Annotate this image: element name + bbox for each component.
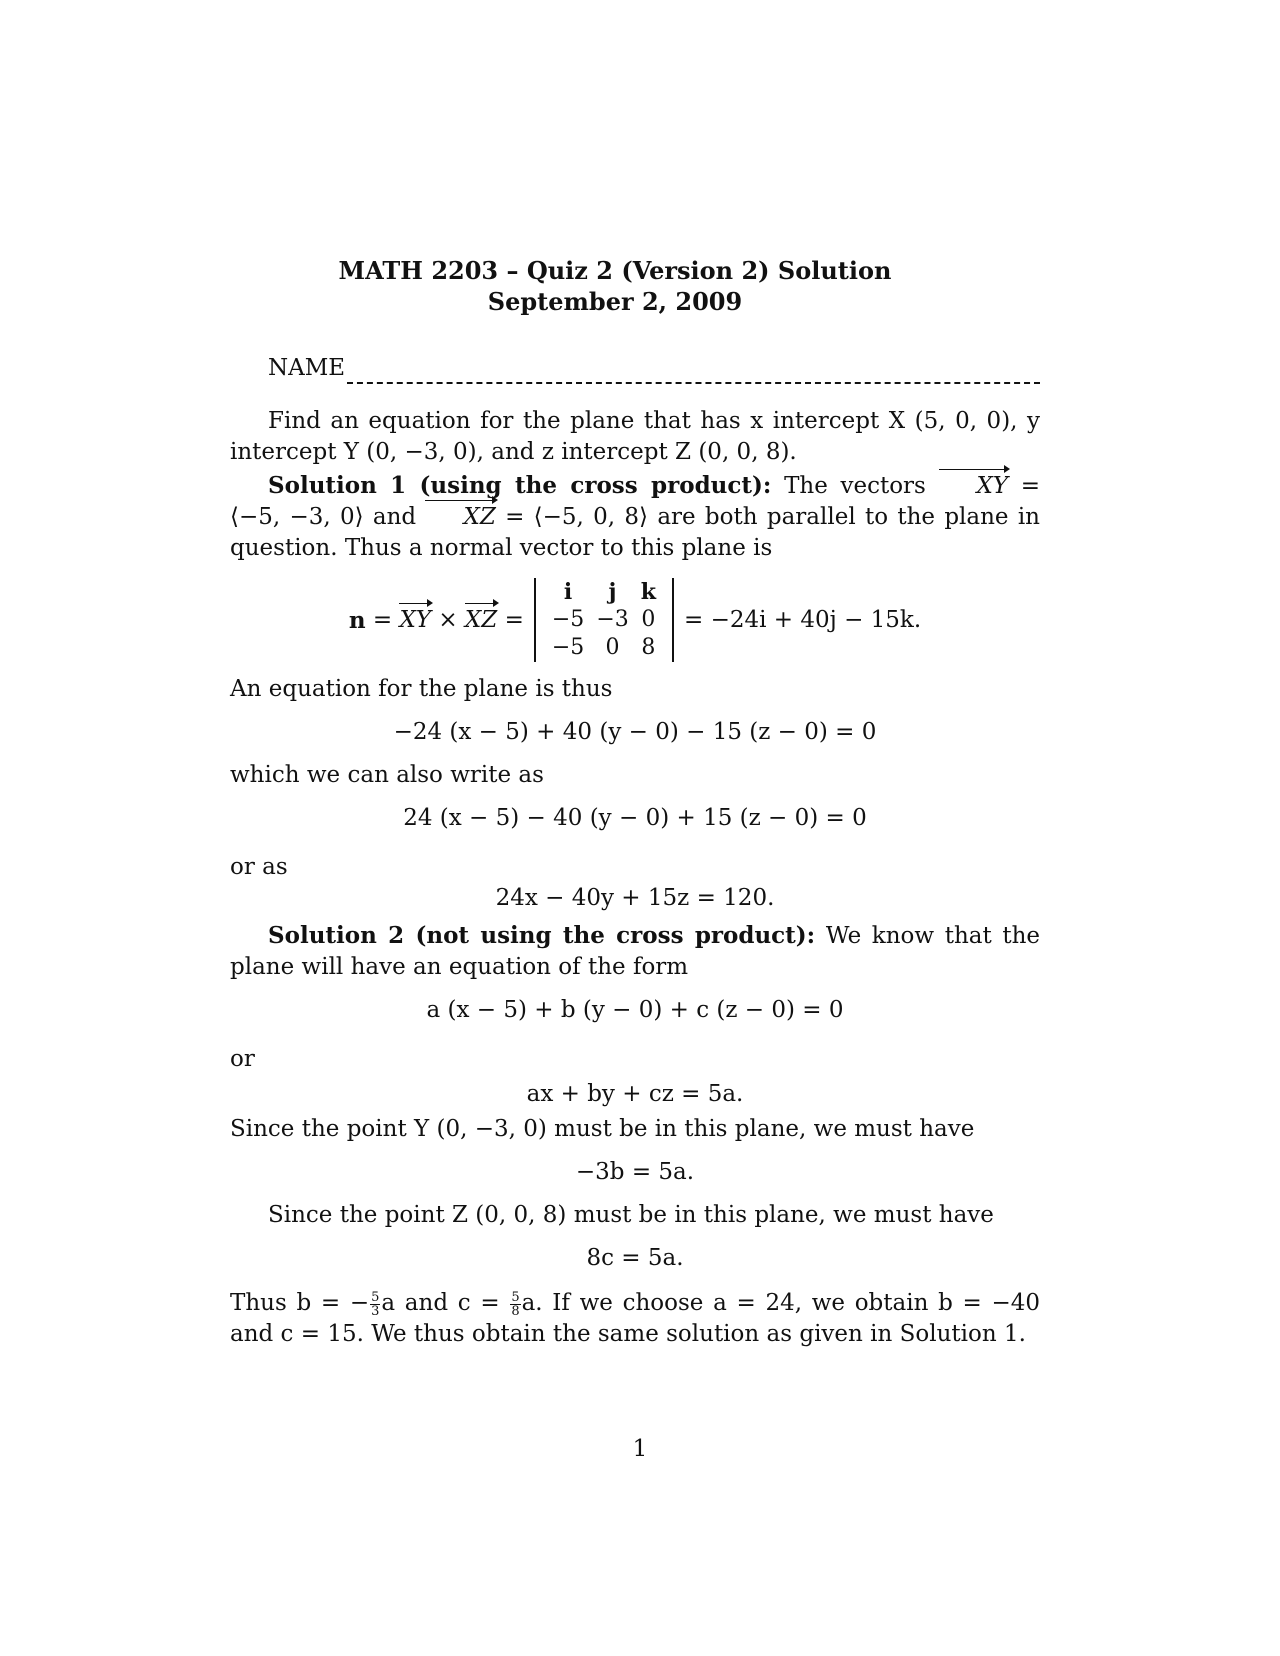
solution1-after-3: or as	[230, 854, 288, 880]
solution2-after-3: Since the point Z (0, 0, 8) must be in this plane, we must have	[268, 1202, 994, 1228]
xz-vector-2: XZ	[465, 605, 497, 636]
xy-value: = ⟨−5, −3, 0⟩	[230, 473, 1041, 530]
conclusion-part-c: a. If we choose a = 24, we obtain b = −40 and c = 15. We thus obtain the same solution as given in Solution 1.	[230, 1290, 1041, 1347]
det-cell: −5	[551, 635, 585, 660]
title-line: MATH 2203 – Quiz 2 (Version 2) Solution	[338, 256, 892, 285]
solution2-text-1: We know that the plane will have an equation of the form	[230, 923, 1040, 980]
solution2-intro	[230, 920, 1040, 983]
determinant	[534, 578, 674, 662]
fraction-5-8	[510, 1291, 520, 1318]
plane-equation-1: −24 (x − 5) + 40 (y − 0) − 15 (z − 0) = 0	[393, 719, 877, 745]
solution2-after-2: Since the point Y (0, −3, 0) must be in this plane, we must have	[230, 1116, 975, 1142]
solution1-intro	[230, 470, 1040, 564]
fraction-denominator: 8	[511, 1303, 520, 1319]
solution1-heading: Solution 1 (using the cross product):	[268, 472, 772, 499]
xz-value: = ⟨−5, 0, 8⟩	[505, 504, 649, 530]
xy-vector-2: XY	[399, 605, 431, 636]
fraction-5-3	[370, 1291, 380, 1318]
det-row	[546, 634, 662, 662]
page-number: 1	[632, 1436, 648, 1462]
xy-vector: XY	[939, 471, 1009, 502]
det-cell: 8	[641, 635, 656, 660]
solution2-heading: Solution 2 (not using the cross product):	[268, 922, 816, 949]
document-title	[190, 255, 1040, 317]
equals-2: =	[504, 606, 524, 633]
solution1-text-3: are both parallel to the plane in question. Thus a normal vector to this plane is	[230, 504, 1040, 561]
solution1-text-2: and	[372, 504, 417, 530]
name-label: NAME	[268, 355, 346, 381]
normal-n: n	[348, 606, 366, 634]
expanded-form-equation: ax + by + cz = 5a.	[526, 1081, 744, 1107]
date-line: September 2, 2009	[487, 287, 743, 316]
fraction-numerator: 5	[511, 1289, 520, 1305]
solution1-text-1: The vectors	[784, 473, 926, 499]
det-cell: 0	[641, 607, 656, 632]
cross-product-result: = −24i + 40j − 15k.	[684, 606, 922, 633]
quiz-page	[230, 255, 1040, 1350]
name-underline	[347, 360, 1040, 384]
z-point-equation: 8c = 5a.	[586, 1245, 684, 1271]
plane-equation-3: 24x − 40y + 15z = 120.	[495, 885, 775, 911]
fraction-numerator: 5	[371, 1289, 380, 1305]
cross-symbol: ×	[438, 606, 458, 633]
det-row	[546, 606, 662, 634]
plane-equation-2: 24 (x − 5) − 40 (y − 0) + 15 (z − 0) = 0	[403, 805, 867, 831]
det-cell: −5	[551, 607, 585, 632]
conclusion-part-b: a and c =	[381, 1290, 500, 1316]
det-cell: i	[563, 579, 573, 605]
solution2-after-1: or	[230, 1046, 255, 1072]
problem-statement: Find an equation for the plane that has x intercept X (5, 0, 0), y intercept Y (0, −3, 0), and z intercept Z (0, 0, 8).	[230, 408, 1040, 465]
y-point-equation: −3b = 5a.	[575, 1159, 695, 1185]
det-cell: j	[608, 579, 617, 605]
name-field[interactable]	[230, 353, 1040, 384]
cross-product-equation	[230, 578, 1040, 662]
det-cell: −3	[596, 607, 629, 632]
det-cell: k	[640, 579, 656, 605]
det-row	[546, 578, 662, 606]
solution1-after-1: An equation for the plane is thus	[230, 676, 613, 702]
xz-vector: XZ	[425, 502, 495, 533]
det-cell: 0	[605, 635, 620, 660]
general-form-equation: a (x − 5) + b (y − 0) + c (z − 0) = 0	[426, 997, 844, 1023]
solution1-after-2: which we can also write as	[230, 762, 544, 788]
conclusion-part-a: Thus b = −	[230, 1290, 370, 1316]
equals-1: =	[372, 606, 393, 633]
solution2-conclusion	[230, 1288, 1040, 1350]
fraction-denominator: 3	[371, 1303, 380, 1319]
